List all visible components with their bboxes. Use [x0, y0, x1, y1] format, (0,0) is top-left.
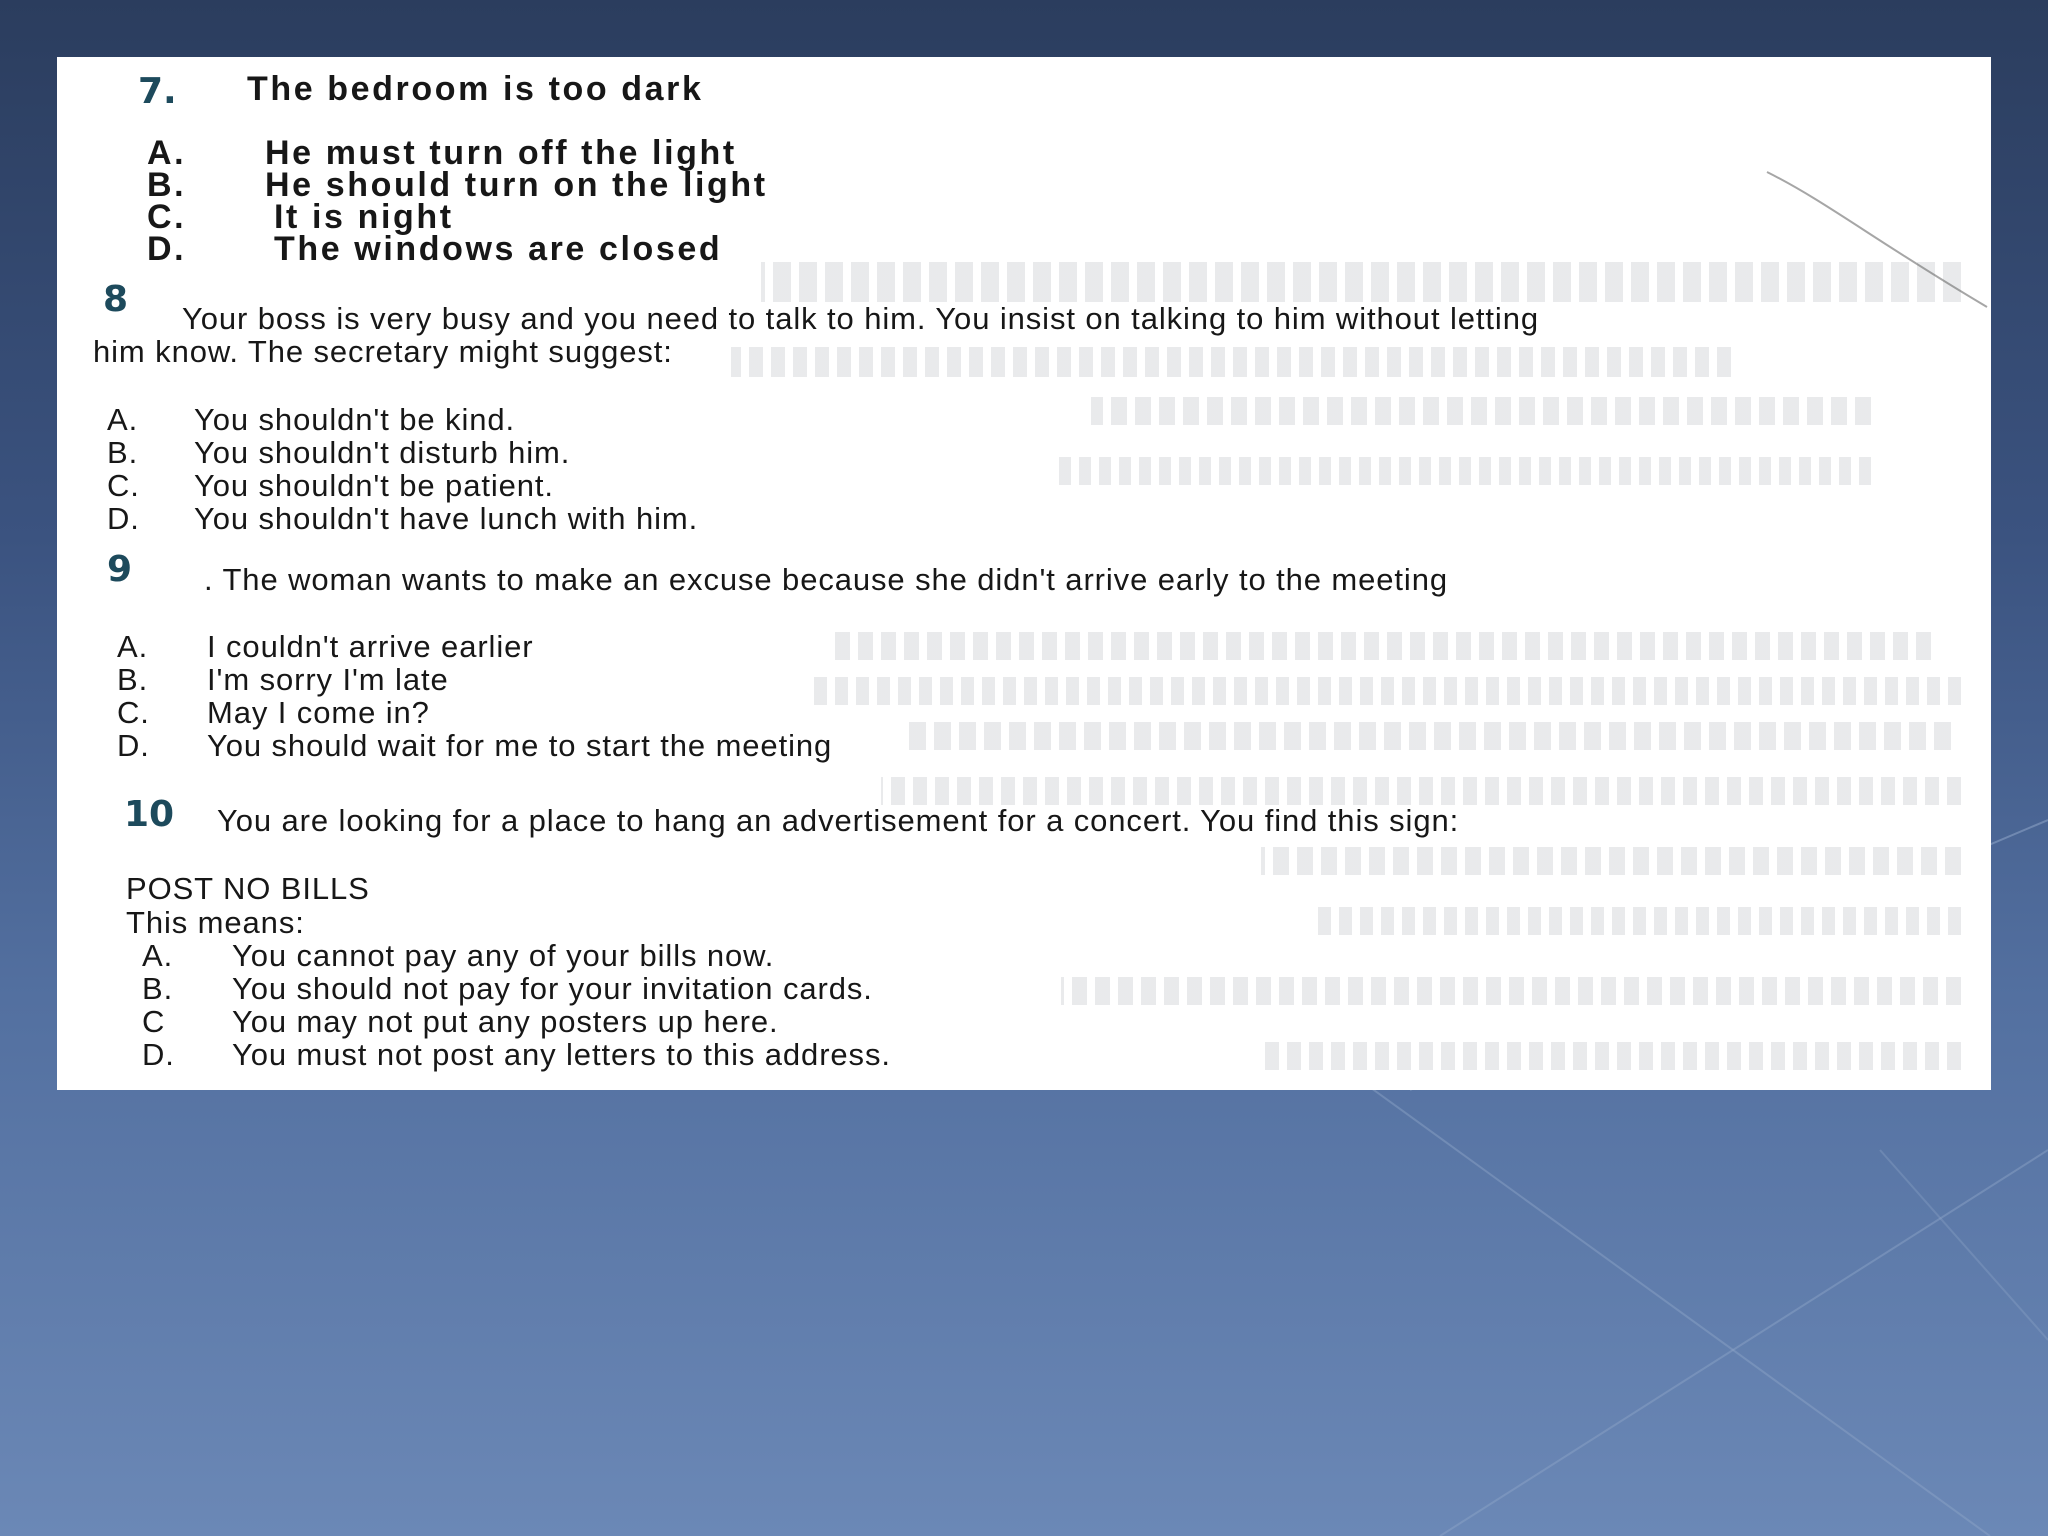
- question-8-option-d: [107, 501, 698, 537]
- question-8-option-b: [107, 435, 570, 471]
- question-8-number: 8: [87, 275, 148, 324]
- question-8-option-c: [107, 468, 554, 504]
- option-letter: C.: [117, 695, 150, 730]
- this-means-label: This means:: [126, 905, 305, 940]
- bleed-through-text: [1261, 1042, 1961, 1070]
- option-letter: D.: [142, 1037, 175, 1072]
- bleed-through-text: [731, 347, 1731, 377]
- option-text: I couldn't arrive earlier: [207, 629, 534, 664]
- scanned-worksheet: [57, 57, 1991, 1090]
- question-8-stem-line-1: Your boss is very busy and you need to talk to him. You insist on talking to him without letting: [182, 301, 1539, 336]
- bleed-through-text: [1091, 397, 1871, 425]
- option-text: You shouldn't be patient.: [194, 468, 554, 503]
- option-text: I'm sorry I'm late: [207, 662, 449, 697]
- option-letter: A.: [107, 402, 139, 437]
- bleed-through-text: [1311, 907, 1961, 935]
- option-text: You should not pay for your invitation cards.: [232, 971, 873, 1006]
- bleed-through-text: [831, 632, 1931, 660]
- option-text: It is night: [274, 198, 454, 236]
- option-letter: A.: [147, 134, 187, 172]
- option-text: You must not post any letters to this address.: [232, 1037, 891, 1072]
- option-letter: D.: [117, 728, 150, 763]
- bleed-through-text: [881, 777, 1961, 805]
- option-letter: D.: [147, 230, 187, 268]
- sign-text: POST NO BILLS: [126, 871, 370, 906]
- question-9-number: 9: [95, 545, 152, 594]
- option-letter: C.: [107, 468, 140, 503]
- option-letter: C: [142, 1004, 166, 1039]
- question-9-option-b: [117, 662, 449, 698]
- question-8-stem-line-2: him know. The secretary might suggest:: [93, 334, 673, 369]
- bleed-through-text: [901, 722, 1951, 750]
- option-text: You shouldn't have lunch with him.: [194, 501, 699, 536]
- question-7-stem: The bedroom is too dark: [247, 70, 704, 108]
- option-letter: C.: [147, 198, 187, 236]
- option-letter: A.: [142, 938, 174, 973]
- option-letter: D.: [107, 501, 140, 536]
- option-text: You should wait for me to start the meeting: [207, 728, 833, 763]
- option-letter: B.: [117, 662, 149, 697]
- question-9-option-a: [117, 629, 534, 665]
- bleed-through-text: [1261, 847, 1961, 875]
- question-9-stem: . The woman wants to make an excuse because she didn't arrive early to the meeting: [204, 562, 1449, 597]
- question-9-option-c: [117, 695, 430, 731]
- question-7-number: 7.: [120, 57, 205, 126]
- question-10-stem: You are looking for a place to hang an advertisement for a concert. You find this sign:: [217, 803, 1460, 838]
- bleed-through-text: [1051, 457, 1871, 485]
- option-letter: B.: [107, 435, 139, 470]
- option-text: He should turn on the light: [265, 166, 768, 204]
- bleed-through-text: [1061, 977, 1961, 1005]
- option-letter: B.: [142, 971, 174, 1006]
- question-7-option-d: [147, 230, 722, 269]
- option-text: You shouldn't disturb him.: [194, 435, 571, 470]
- question-10-option-c: [142, 1004, 779, 1040]
- question-10-option-b: [142, 971, 873, 1007]
- option-text: May I come in?: [207, 695, 430, 730]
- bleed-through-text: [811, 677, 1961, 705]
- question-10-option-d: [142, 1037, 891, 1073]
- question-10-number: 10: [112, 790, 204, 839]
- option-text: You may not put any posters up here.: [232, 1004, 779, 1039]
- option-text: The windows are closed: [274, 230, 723, 268]
- question-10-option-a: [142, 938, 774, 974]
- option-text: You shouldn't be kind.: [194, 402, 516, 437]
- option-letter: B.: [147, 166, 187, 204]
- question-8-option-a: [107, 402, 515, 438]
- option-text: He must turn off the light: [265, 134, 737, 172]
- page-crease: [1757, 112, 1991, 312]
- question-9-option-d: [117, 728, 832, 764]
- option-text: You cannot pay any of your bills now.: [232, 938, 775, 973]
- option-letter: A.: [117, 629, 149, 664]
